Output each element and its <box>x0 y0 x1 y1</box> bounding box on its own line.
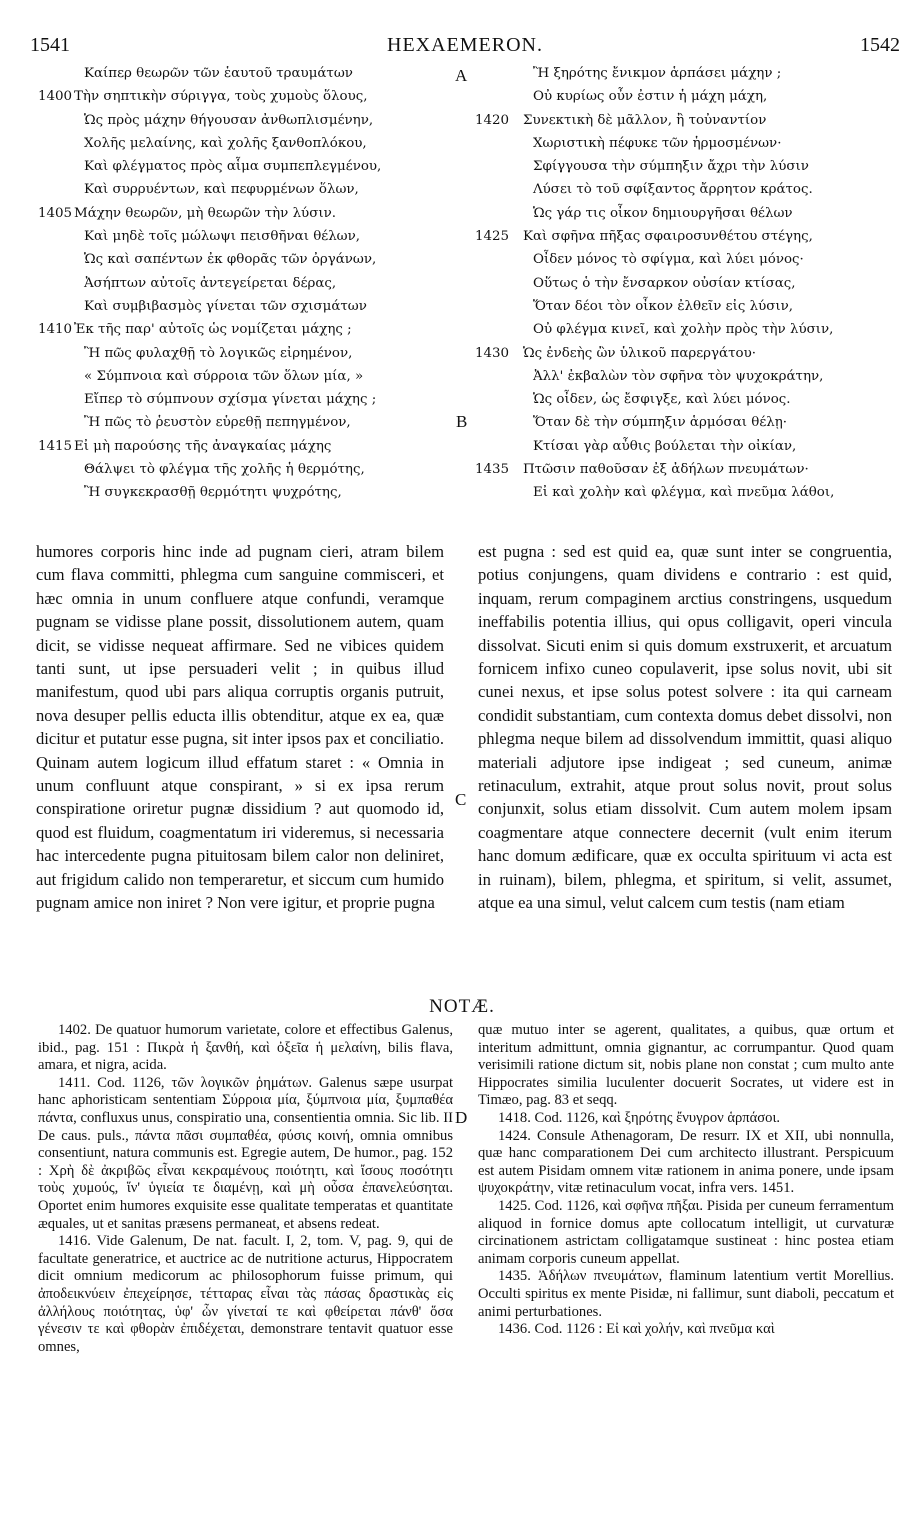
verse-number: 1435 <box>475 462 510 478</box>
verse-text: Ὡς οἶδεν, ὡς ἔσφιγξε, καὶ λύει μόνος. <box>533 392 791 408</box>
verse-text: Λύσει τὸ τοῦ σφίξαντος ἄρρητον κράτος. <box>533 182 813 198</box>
note-entry: 1411. Cod. 1126, τῶν λογικῶν ῥημάτων. Galenus sæpe usurpat hanc aphoristicam sententiam Σύρροια μία, ξύμπνοια μία, ξυμπαθέα πάντα, confluxus unus, conspiratio una, consentientia omnia. Sic lib. II De caus. puls., πάντα πᾶσι συμπαθέα, φύσις κοινή, omnia omnibus consentiunt, natura communis est. Egregie autem, De humor., pag. 152 : Χρὴ δὲ ἀκριβῶς εἶναι κεκραμένους ποιότητι, καὶ ἴσους ποσότητι τοὺς χυμούς, ἵν' ὑγιεία τε διαμένῃ, καὶ μὴ οὖσα ἐπανελεύσηται. Oportet enim humores exquisite esse qualitate temperatas et quantitate æquales, ut et sanitas præsens permaneat, et absens redeat. <box>38 1074 453 1232</box>
verse-text: Τὴν σηπτικὴν σύριγγα, τοὺς χυμοὺς ὅλους, <box>74 89 368 105</box>
running-header <box>30 34 900 58</box>
verse-line <box>38 109 453 132</box>
verse-text: Ὡς γάρ τις οἶκον δημιουργῆσαι θέλων <box>533 205 793 221</box>
verse-line <box>38 342 453 365</box>
verse-text: Οὕτως ὁ τὴν ἔνσαρκον οὐσίαν κτίσας, <box>533 275 796 291</box>
verse-text: Ἢ πῶς τὸ ῥευστὸν εὑρεθῇ πεπηγμένον, <box>84 415 351 431</box>
verse-line <box>475 435 895 458</box>
verse-text: Ὡς ἐνδεὴς ὢν ὑλικοῦ παρεργάτου· <box>523 345 756 361</box>
verse-line <box>475 178 895 201</box>
verse-line <box>38 295 453 318</box>
verse-text: Θάλψει τὸ φλέγμα τῆς χολῆς ἡ θερμότης, <box>84 462 365 478</box>
verse-text: Ἀλλ' ἐκβαλὼν τὸν σφῆνα τὸν ψυχοκράτην, <box>533 368 824 384</box>
left-page-number: 1541 <box>30 34 70 56</box>
verse-line <box>475 272 895 295</box>
verse-line <box>38 178 453 201</box>
verse-line <box>38 62 453 85</box>
verse-text: Ἀσήπτων αὐτοῖς ἀντεγείρεται δέρας, <box>84 275 337 291</box>
verse-text: Ἢ συγκεκρασθῇ θερμότητι ψυχρότης, <box>84 485 342 501</box>
verse-text: Ἢ ξηρότης ἔνικμον ἁρπάσει μάχην ; <box>533 66 782 81</box>
latin-paragraph-right: est pugna : sed est quid ea, quæ sunt inter se congruentia, potius conjungens, quam dividens e contrario : est quid, inquam, rerum compaginem arctius constringens, usquedum ineffabilis potentia illius, qui opus colligavit, operi vincula dissolvat. Sicuti enim si quis domum exstruxerit, et arcuatum fornicem infixo cuneo copulaverit, ipse solus novit, ubi sit cunei nexus, et ipse solus potest solvere : ita qui carneam condidit substantiam, cum contexta domus debet dissolvi, non phlegma neque bilem ad dissolvendum immittit, quasi aliquo materiali adjutore ipse indigeat ; sed cuneum, animæ retinaculum, extrahit, atque prout solus novit, prout solus conjunxit, solus etiam dissolvit. Cum autem molem ipsam coagmentare atque connectere decernit (vult enim iterum hanc domum ædificare, quæ ex occulta spirituum vi acta est in ruinam), bilem, phlegma, et spiritum, si velit, assumet, atque ea una simul, velut calcem cum testis (nam etiam <box>478 542 892 913</box>
verse-line <box>38 388 453 411</box>
verse-line <box>38 318 453 341</box>
verse-text: Ὡς πρὸς μάχην θήγουσαν ἀνθωπλισμένην, <box>84 112 374 128</box>
note-entry: 1435. Ἀδήλων πνευμάτων, flaminum latentium vertit Morellius. Occulti spiritus ex mente Pisidæ, ni fallimur, sunt diaboli, peccatum et animi perturbationes. <box>478 1268 894 1320</box>
latin-translation-right <box>478 540 892 915</box>
running-title: HEXAEMERON. <box>387 34 543 56</box>
verse-line <box>475 342 895 365</box>
verse-text: Καὶ φλέγματος πρὸς αἷμα συμπεπλεγμένου, <box>84 159 382 175</box>
notes-column-left <box>38 1022 453 1356</box>
verse-text: Εἴπερ τὸ σύμπνουν σχίσμα γίνεται μάχης ; <box>84 392 377 408</box>
verse-text: Χωριστικὴ πέφυκε τῶν ἡρμοσμένων· <box>533 135 782 151</box>
verse-line <box>38 155 453 178</box>
verse-text: Κτίσαι γὰρ αὖθις βούλεται τὴν οἰκίαν, <box>533 438 797 454</box>
notes-heading: NOTÆ. <box>429 996 495 1017</box>
verse-line <box>475 458 895 481</box>
verse-text: Ἐκ τῆς παρ' αὐτοῖς ὡς νομίζεται μάχης ; <box>74 322 352 338</box>
verse-text: Εἰ καὶ χολὴν καὶ φλέγμα, καὶ πνεῦμα λάθοι, <box>533 485 835 501</box>
verse-line <box>38 411 453 434</box>
verse-text: Οὐ φλέγμα κινεῖ, καὶ χολὴν πρὸς τὴν λύσιν, <box>533 322 834 338</box>
verse-line <box>38 435 453 458</box>
verse-text: Καὶ συμβιβασμὸς γίνεται τῶν σχισμάτων <box>84 298 367 314</box>
margin-marker-b: B <box>456 412 468 431</box>
verse-text: Εἰ μὴ παρούσης τῆς ἀναγκαίας μάχης <box>74 438 332 454</box>
verse-text: Συνεκτικὴ δὲ μᾶλλον, ἢ τοὐναντίον <box>523 112 767 128</box>
verse-line <box>475 132 895 155</box>
verse-text: Καὶ σφῆνα πῆξας σφαιροσυνθέτου στέγης, <box>523 229 813 245</box>
greek-verses-right <box>475 62 895 505</box>
verse-line <box>38 365 453 388</box>
verse-number: 1420 <box>475 112 510 128</box>
verse-line <box>475 155 895 178</box>
verse-line <box>38 202 453 225</box>
verse-line <box>475 318 895 341</box>
verse-number: 1410 <box>38 322 73 338</box>
verse-text: Χολῆς μελαίνης, καὶ χολῆς ξανθοπλόκου, <box>84 135 367 151</box>
verse-line <box>475 248 895 271</box>
verse-line <box>38 132 453 155</box>
verse-text: « Σύμπνοια καὶ σύρροια τῶν ὅλων μία, » <box>84 368 364 384</box>
verse-line <box>38 272 453 295</box>
right-page-number: 1542 <box>860 34 900 56</box>
verse-text: Πτῶσιν παθοῦσαν ἐξ ἀδήλων πνευμάτων· <box>523 462 809 478</box>
verse-text: Οἶδεν μόνος τὸ σφίγμα, καὶ λύει μόνος· <box>533 252 804 268</box>
verse-text: Ὅταν δέοι τὸν οἶκον ἐλθεῖν εἰς λύσιν, <box>533 298 794 314</box>
verse-line <box>475 481 895 504</box>
notes-column-right <box>478 1022 894 1339</box>
verse-number: 1425 <box>475 229 510 245</box>
verse-number: 1415 <box>38 438 73 454</box>
verse-line <box>38 225 453 248</box>
verse-text: Καὶ μηδὲ τοῖς μώλωψι πεισθῆναι θέλων, <box>84 229 360 245</box>
verse-line <box>475 62 895 85</box>
verse-line <box>475 85 895 108</box>
note-entry: 1416. Vide Galenum, De nat. facult. I, 2, tom. V, pag. 9, qui de facultate generatrice, et auctrice ac de nutritione acturus, Hippocratem dicit omnium medicorum ac philosophorum fuisse primum, qui ἀποδεικνύειν ἐπεχείρησε, τέτταρας εἶναι τὰς πάσας δραστικὰς εἰς ἀλλήλους ποιότητας, ὑφ' ὧν γίνεταί τε καὶ φθείρεται πάνθ' ὅσα γένεσιν τε καὶ φθορὰν ἐπιδέχεται, demonstrare tentavit quatuor esse omnes, <box>38 1233 453 1355</box>
verse-text: Ὡς καὶ σαπέντων ἐκ φθορᾶς τῶν ὀργάνων, <box>84 252 377 268</box>
verse-text: Ἢ πῶς φυλαχθῇ τὸ λογικῶς εἰρημένον, <box>84 345 353 361</box>
margin-marker-a: A <box>455 66 468 85</box>
verse-number: 1400 <box>38 89 73 105</box>
verse-text: Οὐ κυρίως οὖν ἐστιν ἡ μάχη μάχη, <box>533 89 768 105</box>
verse-line <box>475 225 895 248</box>
latin-paragraph-left: humores corporis hinc inde ad pugnam cieri, atram bilem cum flava committi, phlegma cum sanguine commisceri, et hæc omnia in unum confluere atque confundi, veramque pugnam se vidisse plane possit, dissolutionem autem, quam dicit, se vidisse nequeat affirmare. Sed ne vibices quidem tanti sunt, ut ipse persuaderi velit ; in quibus illud manifestum, quod ubi pars aliqua corruptis organis putruit, nova desuper pellis educta illis obtenditur, atque ex ea, quæ dicitur et putatur esse pugna, sit inter ipsos pax et conciliatio. Quinam autem logicum illud effatum staret : « Omnia in unum confluunt atque conspirant, » si ex ipsa rerum conspiratione oriretur pugnæ dissidium ? aut quomodo id, quod est fluidum, coagmentatum iri videremus, si necessaria hac intercedente pugna pituitosam bilem calor non deliniret, aut frigidum calido non temperaretur, et siccum cum humido pugnam amice non iniret ? Non vere igitur, et proprie pugna <box>36 542 444 913</box>
greek-verses-left <box>38 62 453 505</box>
verse-number: 1405 <box>38 205 73 221</box>
note-entry: 1436. Cod. 1126 : Εἰ καὶ χολήν, καὶ πνεῦμα καὶ <box>498 1321 775 1338</box>
note-entry: 1425. Cod. 1126, καὶ σφῆνα πῆξαι. Pisida per cuneum ferramentum aliquod in fornice domus apte collocatum intelligit, ut curvaturæ circinationem astrictam colligatamque sustineat : hinc postea etiam animam corporis cuneum appellat. <box>478 1197 894 1267</box>
verse-text: Καὶ συρρυέντων, καὶ πεφυρμένων ὅλων, <box>84 182 359 198</box>
note-entry: 1418. Cod. 1126, καὶ ξηρότης ἔνυγρον ἁρπάσοι. <box>498 1109 781 1126</box>
verse-text: Σφίγγουσα τὴν σύμπηξιν ἄχρι τὴν λύσιν <box>533 159 809 175</box>
verse-text: Καίπερ θεωρῶν τῶν ἑαυτοῦ τραυμάτων <box>84 66 353 81</box>
verse-line <box>38 458 453 481</box>
margin-marker-c: C <box>455 790 467 809</box>
verse-line <box>38 481 453 504</box>
verse-text: Μάχην θεωρῶν, μὴ θεωρῶν τὴν λύσιν. <box>74 205 336 221</box>
verse-line <box>475 411 895 434</box>
verse-line <box>38 248 453 271</box>
verse-line <box>475 388 895 411</box>
verse-line <box>475 295 895 318</box>
verse-line <box>38 85 453 108</box>
verse-line <box>475 365 895 388</box>
note-entry: 1424. Consule Athenagoram, De resurr. IX et XII, ubi nonnulla, quæ hanc comparationem Dei cum architecto illustrant. Perspicuum est autem Pisidam omnem vitæ rationem in anima ponere, unde ipsam ψυχοκράτην, vitæ retinaculum vocat, infra vers. 1451. <box>478 1127 894 1197</box>
margin-marker-d: D <box>455 1108 468 1127</box>
note-entry: 1402. De quatuor humorum varietate, colore et effectibus Galenus, ibid., pag. 151 : Πικρὰ ἡ ξανθή, καὶ ὀξεῖα ἡ μελαίνη, bilis flava, amara, et nigra, acida. <box>38 1022 453 1074</box>
latin-translation-left <box>36 540 444 915</box>
note-entry: quæ mutuo inter se agerent, qualitates, a quibus, quæ ortum et interitum admittunt, omnia gignantur, ac corrumpantur. Quod quam verisimili ratione dictum sit, nobis plane non constat ; cum multo ante Hippocrates similia luculenter docuerit Socrates, ut videre est in Timæo, pag. 83 et seqq. <box>478 1022 894 1109</box>
verse-text: Ὅταν δὲ τὴν σύμπηξιν ἁρμόσαι θέλῃ· <box>533 415 788 431</box>
verse-number: 1430 <box>475 345 510 361</box>
verse-line <box>475 109 895 132</box>
verse-line <box>475 202 895 225</box>
